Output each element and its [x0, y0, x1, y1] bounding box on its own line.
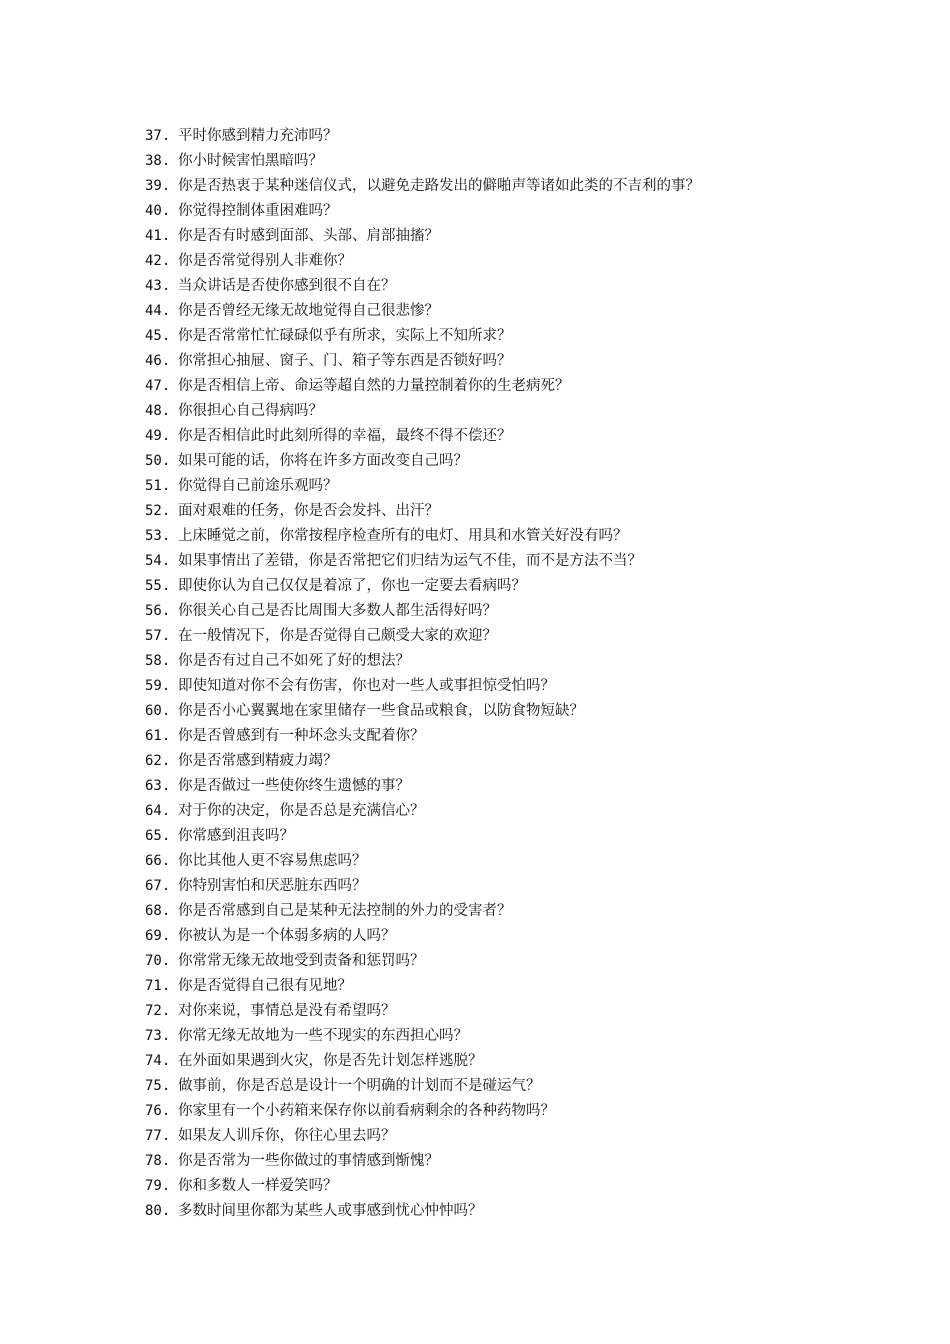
question-item: [145, 299, 925, 324]
question-text: 上床睡觉之前，你常按程序检查所有的电灯、用具和水管关好没有吗？: [178, 528, 628, 544]
question-text: 在一般情况下，你是否觉得自己颇受大家的欢迎？: [178, 628, 497, 644]
question-item: [145, 849, 925, 874]
question-number: 53.: [145, 528, 171, 544]
question-number: 51.: [145, 478, 171, 494]
question-item: [145, 1124, 925, 1149]
question-text: 你是否相信此时此刻所得的幸福，最终不得不偿还？: [178, 428, 512, 444]
question-text: 你觉得自己前途乐观吗？: [178, 478, 338, 494]
question-item: [145, 574, 925, 599]
question-text: 你小时候害怕黑暗吗？: [178, 153, 323, 169]
question-item: [145, 499, 925, 524]
question-text: 你是否热衷于某种迷信仪式，以避免走路发出的僻啪声等诸如此类的不吉利的事？: [178, 178, 700, 194]
question-item: [145, 199, 925, 224]
question-number: 55.: [145, 578, 171, 594]
question-text: 你是否有过自己不如死了好的想法？: [178, 653, 410, 669]
question-text: 对你来说，事情总是没有希望吗？: [178, 1003, 396, 1019]
question-item: [145, 724, 925, 749]
question-item: [145, 224, 925, 249]
question-number: 52.: [145, 503, 171, 519]
question-text: 你常无缘无故地为一些不现实的东西担心吗？: [178, 1028, 468, 1044]
question-text: 你很担心自己得病吗？: [178, 403, 323, 419]
question-number: 73.: [145, 1028, 171, 1044]
question-item: [145, 374, 925, 399]
question-item: [145, 599, 925, 624]
question-item: [145, 449, 925, 474]
question-text: 你是否常感到自己是某种无法控制的外力的受害者？: [178, 903, 512, 919]
question-item: [145, 1074, 925, 1099]
question-number: 42.: [145, 253, 171, 269]
question-number: 80.: [145, 1203, 171, 1219]
question-text: 你和多数人一样爱笑吗？: [178, 1178, 338, 1194]
question-number: 57.: [145, 628, 171, 644]
question-number: 72.: [145, 1003, 171, 1019]
question-number: 61.: [145, 728, 171, 744]
question-item: [145, 749, 925, 774]
question-number: 79.: [145, 1178, 171, 1194]
question-number: 48.: [145, 403, 171, 419]
question-number: 62.: [145, 753, 171, 769]
question-item: [145, 124, 925, 149]
question-item: [145, 324, 925, 349]
question-item: [145, 424, 925, 449]
question-text: 你是否觉得自己很有见地？: [178, 978, 352, 994]
question-item: [145, 874, 925, 899]
question-text: 你是否小心翼翼地在家里储存一些食品或粮食，以防食物短缺？: [178, 703, 584, 719]
question-number: 69.: [145, 928, 171, 944]
question-number: 66.: [145, 853, 171, 869]
question-number: 49.: [145, 428, 171, 444]
question-text: 你觉得控制体重困难吗？: [178, 203, 338, 219]
question-number: 68.: [145, 903, 171, 919]
question-item: [145, 649, 925, 674]
question-text: 你常感到沮丧吗？: [178, 828, 294, 844]
question-item: [145, 524, 925, 549]
question-number: 43.: [145, 278, 171, 294]
question-number: 54.: [145, 553, 171, 569]
question-item: [145, 799, 925, 824]
question-number: 78.: [145, 1153, 171, 1169]
question-number: 65.: [145, 828, 171, 844]
question-item: [145, 1149, 925, 1174]
question-number: 64.: [145, 803, 171, 819]
question-number: 70.: [145, 953, 171, 969]
question-text: 你比其他人更不容易焦虑吗？: [178, 853, 367, 869]
question-number: 39.: [145, 178, 171, 194]
question-text: 你很关心自己是否比周围大多数人都生活得好吗？: [178, 603, 497, 619]
question-list: [145, 124, 925, 1224]
question-item: [145, 824, 925, 849]
question-item: [145, 274, 925, 299]
question-number: 71.: [145, 978, 171, 994]
question-text: 你常担心抽屉、窗子、门、箱子等东西是否锁好吗？: [178, 353, 512, 369]
question-text: 你是否常常忙忙碌碌似乎有所求，实际上不知所求？: [178, 328, 512, 344]
question-text: 面对艰难的任务，你是否会发抖、出汗？: [178, 503, 439, 519]
question-text: 如果友人训斥你，你往心里去吗？: [178, 1128, 396, 1144]
question-text: 你被认为是一个体弱多病的人吗？: [178, 928, 396, 944]
question-number: 47.: [145, 378, 171, 394]
question-item: [145, 1099, 925, 1124]
question-text: 你特别害怕和厌恶脏东西吗？: [178, 878, 367, 894]
question-item: [145, 999, 925, 1024]
question-text: 你是否常为一些你做过的事情感到惭愧？: [178, 1153, 439, 1169]
question-item: [145, 624, 925, 649]
question-item: [145, 399, 925, 424]
question-item: [145, 899, 925, 924]
question-number: 56.: [145, 603, 171, 619]
question-text: 即使你认为自己仅仅是着凉了，你也一定要去看病吗？: [178, 578, 526, 594]
question-number: 58.: [145, 653, 171, 669]
question-text: 你是否曾感到有一种坏念头支配着你？: [178, 728, 425, 744]
question-number: 63.: [145, 778, 171, 794]
question-number: 37.: [145, 128, 171, 144]
question-text: 你是否相信上帝、命运等超自然的力量控制着你的生老病死？: [178, 378, 570, 394]
question-text: 即使知道对你不会有伤害，你也对一些人或事担惊受怕吗？: [178, 678, 555, 694]
question-number: 46.: [145, 353, 171, 369]
question-item: [145, 1199, 925, 1224]
question-item: [145, 549, 925, 574]
question-text: 你常常无缘无故地受到责备和惩罚吗？: [178, 953, 425, 969]
question-text: 你是否常感到精疲力竭？: [178, 753, 338, 769]
question-number: 45.: [145, 328, 171, 344]
question-text: 如果可能的话，你将在许多方面改变自己吗？: [178, 453, 468, 469]
question-item: [145, 699, 925, 724]
question-number: 59.: [145, 678, 171, 694]
question-number: 76.: [145, 1103, 171, 1119]
question-number: 74.: [145, 1053, 171, 1069]
question-text: 多数时间里你都为某些人或事感到忧心忡忡吗？: [178, 1203, 483, 1219]
question-item: [145, 1024, 925, 1049]
question-text: 做事前，你是否总是设计一个明确的计划而不是碰运气？: [178, 1078, 541, 1094]
question-number: 60.: [145, 703, 171, 719]
question-item: [145, 774, 925, 799]
question-text: 你是否做过一些使你终生遗憾的事？: [178, 778, 410, 794]
question-text: 平时你感到精力充沛吗？: [178, 128, 338, 144]
question-text: 你家里有一个小药箱来保存你以前看病剩余的各种药物吗？: [178, 1103, 555, 1119]
question-item: [145, 949, 925, 974]
question-number: 44.: [145, 303, 171, 319]
question-number: 67.: [145, 878, 171, 894]
question-item: [145, 974, 925, 999]
question-item: [145, 249, 925, 274]
question-number: 40.: [145, 203, 171, 219]
question-number: 41.: [145, 228, 171, 244]
question-text: 如果事情出了差错，你是否常把它们归结为运气不佳，而不是方法不当？: [178, 553, 642, 569]
question-number: 77.: [145, 1128, 171, 1144]
question-text: 你是否有时感到面部、头部、肩部抽搐？: [178, 228, 439, 244]
question-text: 你是否曾经无缘无故地觉得自己很悲惨？: [178, 303, 439, 319]
question-item: [145, 1049, 925, 1074]
question-item: [145, 174, 925, 199]
question-text: 当众讲话是否使你感到很不自在？: [178, 278, 396, 294]
question-item: [145, 674, 925, 699]
question-item: [145, 474, 925, 499]
question-number: 75.: [145, 1078, 171, 1094]
question-item: [145, 349, 925, 374]
question-number: 38.: [145, 153, 171, 169]
question-number: 50.: [145, 453, 171, 469]
question-text: 在外面如果遇到火灾，你是否先计划怎样逃脱？: [178, 1053, 483, 1069]
question-item: [145, 149, 925, 174]
question-text: 对于你的决定，你是否总是充满信心？: [178, 803, 425, 819]
question-text: 你是否常觉得别人非难你？: [178, 253, 352, 269]
question-item: [145, 1174, 925, 1199]
question-item: [145, 924, 925, 949]
